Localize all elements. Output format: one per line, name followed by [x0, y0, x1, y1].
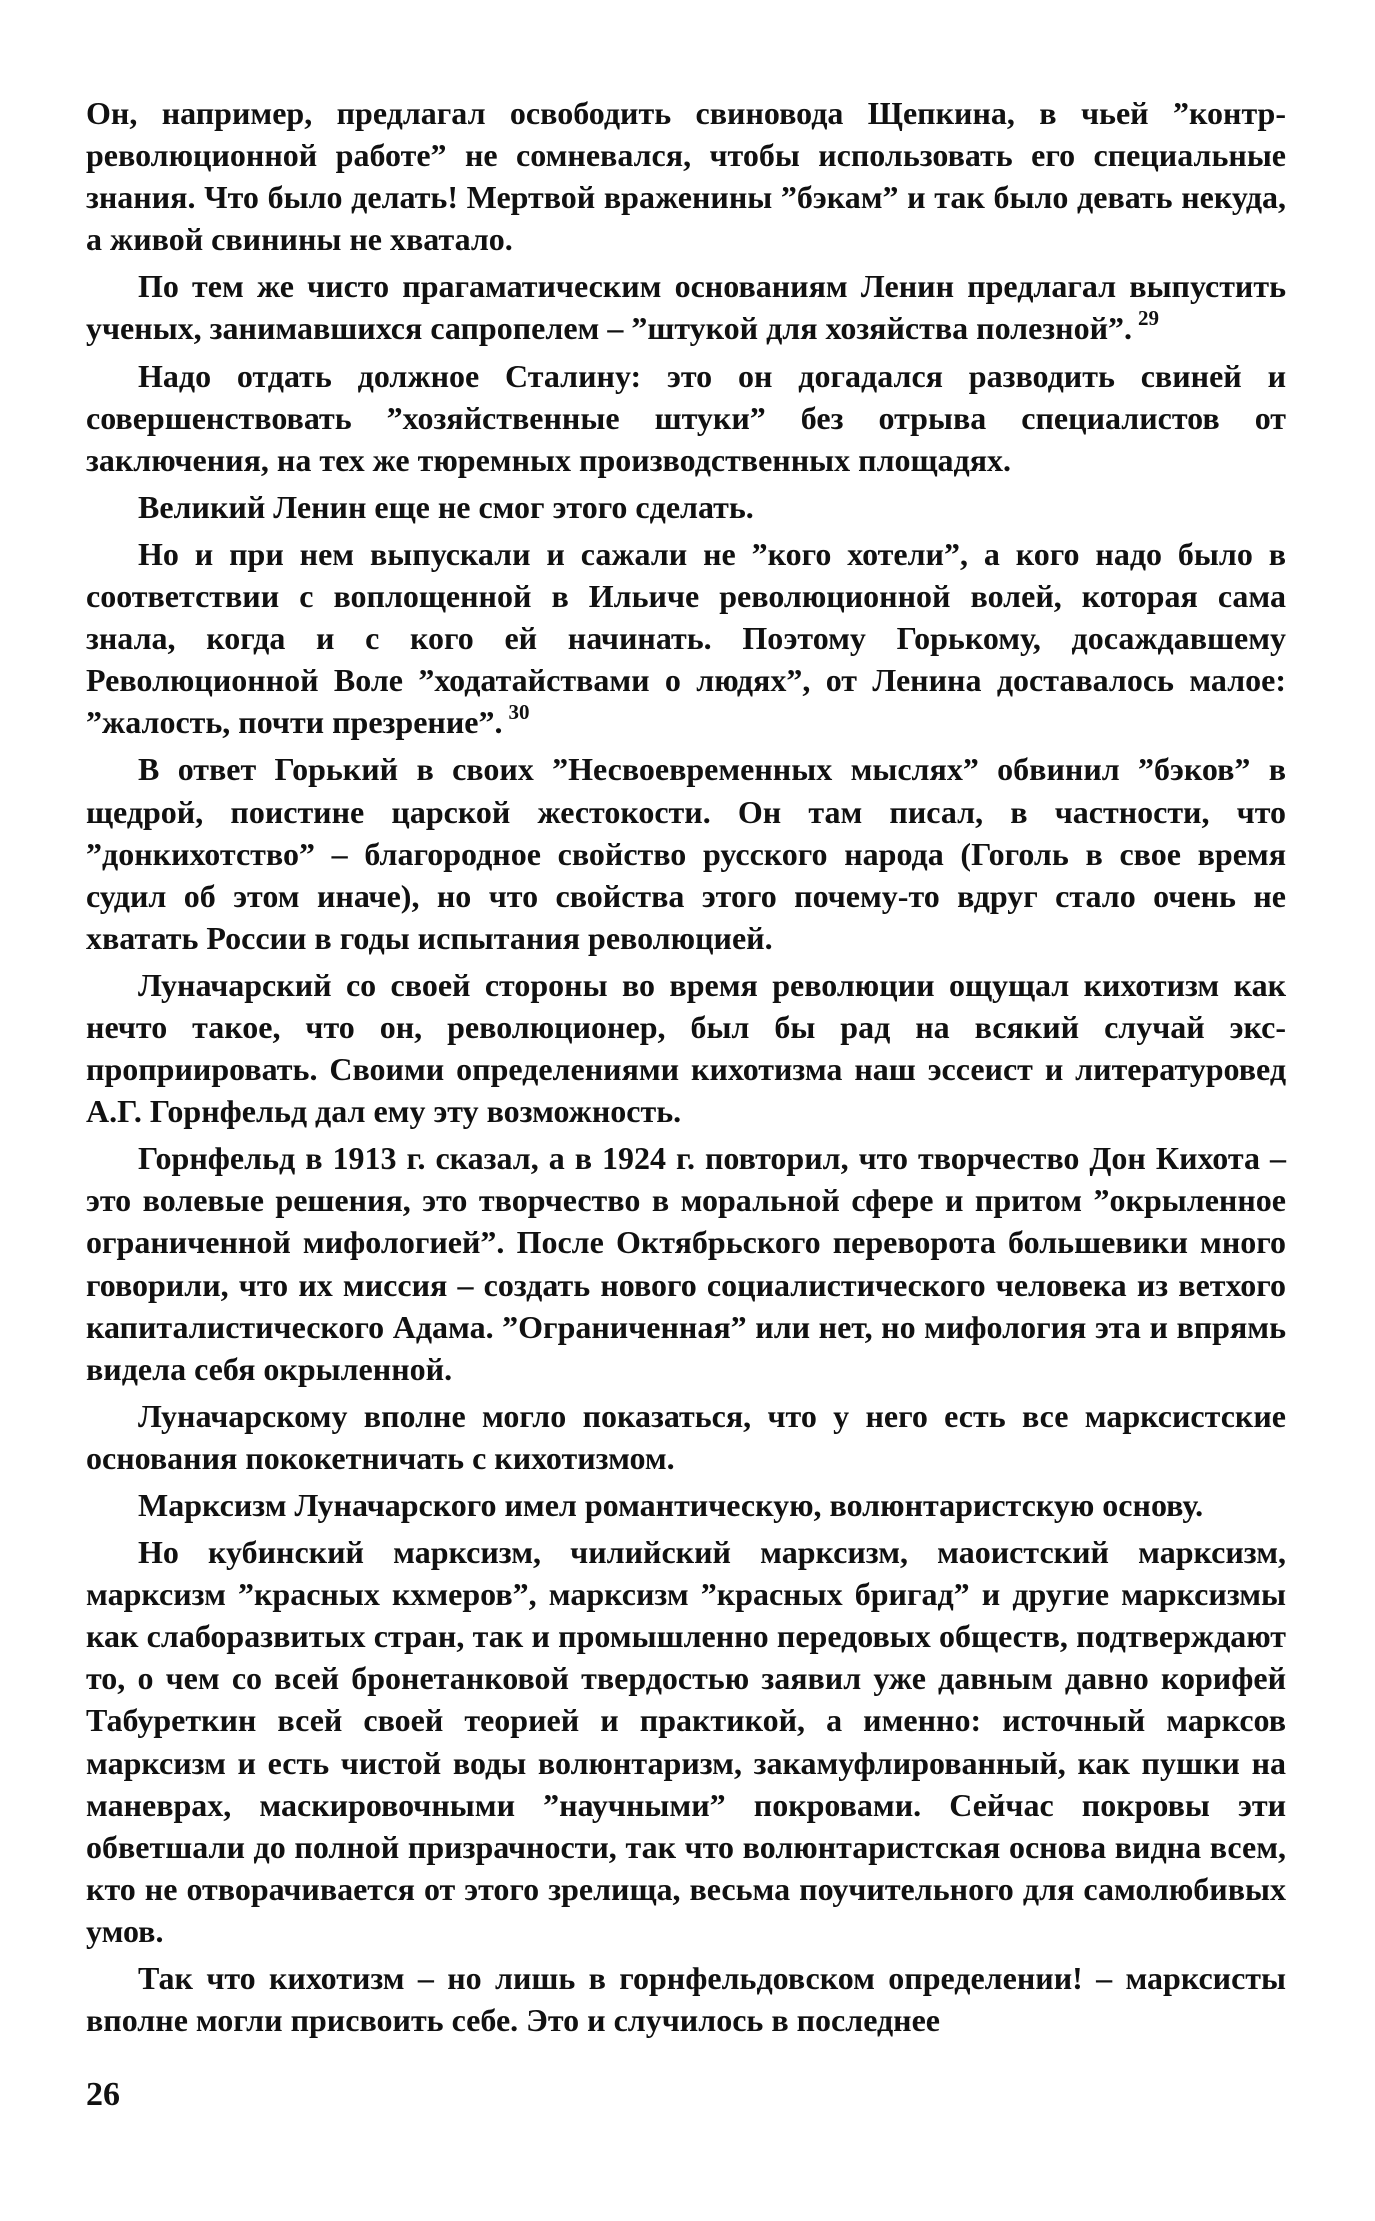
paragraph-8	[86, 1137, 1286, 1390]
paragraph-9	[86, 1395, 1286, 1479]
paragraph-5	[86, 533, 1286, 743]
footnote-ref: 29	[1138, 306, 1160, 331]
paragraph-text: Луначарскому вполне могло показаться, что у него есть все марксистские основания пококетничать с кихотизмом.	[86, 1397, 1286, 1476]
paragraph-text: Так что кихотизм – но лишь в горнфельдовском определении! – марксисты вполне могли присвоить себе. Это и случилось в последнее	[86, 1960, 1286, 2039]
paragraph-text: Надо отдать должное Сталину: это он догадался разводить свиней и совершенствовать ”хозяйственные штуки” без отрыва специалистов от заключения, на тех же тюремных производственных площадях.	[86, 357, 1286, 478]
paragraph-1	[86, 92, 1286, 260]
paragraph-text: Луначарский со своей стороны во время революции ощущал кихотизм как нечто такое, что он, революционер, был бы рад на всякий случай экспроприировать. Своими определениями кихотизма наш эссеист и литературовед А.Г. Горнфельд дал ему эту возможность.	[86, 966, 1286, 1130]
paragraph-2	[86, 265, 1286, 349]
paragraph-text: Марксизм Луначарского имел романтическую, волюнтаристскую основу.	[138, 1487, 1204, 1523]
paragraph-text: Горнфельд в 1913 г. сказал, а в 1924 г. повторил, что творчество Дон Кихота – это волевые решения, это творчество в моральной сфере и притом ”окрыленное ограниченной мифологией”. После Октябрьского переворота большевики много говорили, что их миссия – создать нового социалистического человека из ветхого капиталистического Адама. ”Ограниченная” или нет, но мифология эта и впрямь видела себя окрыленной.	[86, 1140, 1286, 1387]
paragraph-12	[86, 1957, 1286, 2041]
paragraph-6	[86, 748, 1286, 958]
paragraph-text: Великий Ленин еще не смог этого сделать.	[138, 488, 754, 525]
body-text	[86, 92, 1286, 2046]
page-number: 26	[86, 2076, 120, 2113]
paragraph-7	[86, 964, 1286, 1132]
paragraph-10	[86, 1484, 1286, 1526]
paragraph-4	[86, 486, 1286, 528]
paragraph-text: В ответ Горький в своих ”Несвоевременных мыслях” обвинил ”бэков” в щедрой, поистине царской жестокости. Он там писал, в частности, что ”донкихотство” – благородное свойство русского народа (Гоголь в свое время судил об этом иначе), но что свойства этого почему-то вдруг стало очень не хватать России в годы испытания революцией.	[86, 751, 1286, 956]
paragraph-text: Но и при нем выпускали и сажали не ”кого хотели”, а кого надо было в соответствии с воплощенной в Ильиче революционной волей, которая сама знала, когда и с кого ей начинать. Поэтому Горькому, досаждавшему Революционной Воле ”ходатайствами о людях”, от Ленина доставалось малое: ”жалость, почти презрение”.	[86, 535, 1286, 741]
paragraph-text: Но кубинский марксизм, чилийский марксизм, маоистский марксизм, марксизм ”красных кхмеров”, марксизм ”красных бригад” и другие марксизмы как слаборазвитых стран, так и промышленно передовых обществ, подтверждают то, о чем со всей бронетанковой твердостью заявил уже давным давно корифей Табуреткин всей своей теорией и практикой, а именно: источный марксов марксизм и есть чистой воды волюнтаризм, закамуфлированный, как пушки на маневрах, маскировочными ”научными” покровами. Сейчас покровы эти обветшали до полной призрачности, так что волюнтаристская основа видна всем, кто не отворачивается от этого зрелища, весьма поучительного для самолюбивых умов.	[86, 1534, 1286, 1949]
paragraph-text: По тем же чисто прагаматическим основаниям Ленин предлагал выпустить ученых, занимавшихся сапропелем – ”штукой для хозяйства полезной”.	[86, 268, 1286, 347]
paragraph-text: Он, например, предлагал освободить свиновода Щепкина, в чьей ”контрреволюционной работе” не сомневался, чтобы использовать его специальные знания. Что было делать! Мертвой враженины ”бэкам” и так было девать некуда, а живой свинины не хватало.	[86, 95, 1286, 258]
paragraph-11	[86, 1531, 1286, 1952]
paragraph-3	[86, 355, 1286, 481]
footnote-ref: 30	[508, 700, 530, 725]
